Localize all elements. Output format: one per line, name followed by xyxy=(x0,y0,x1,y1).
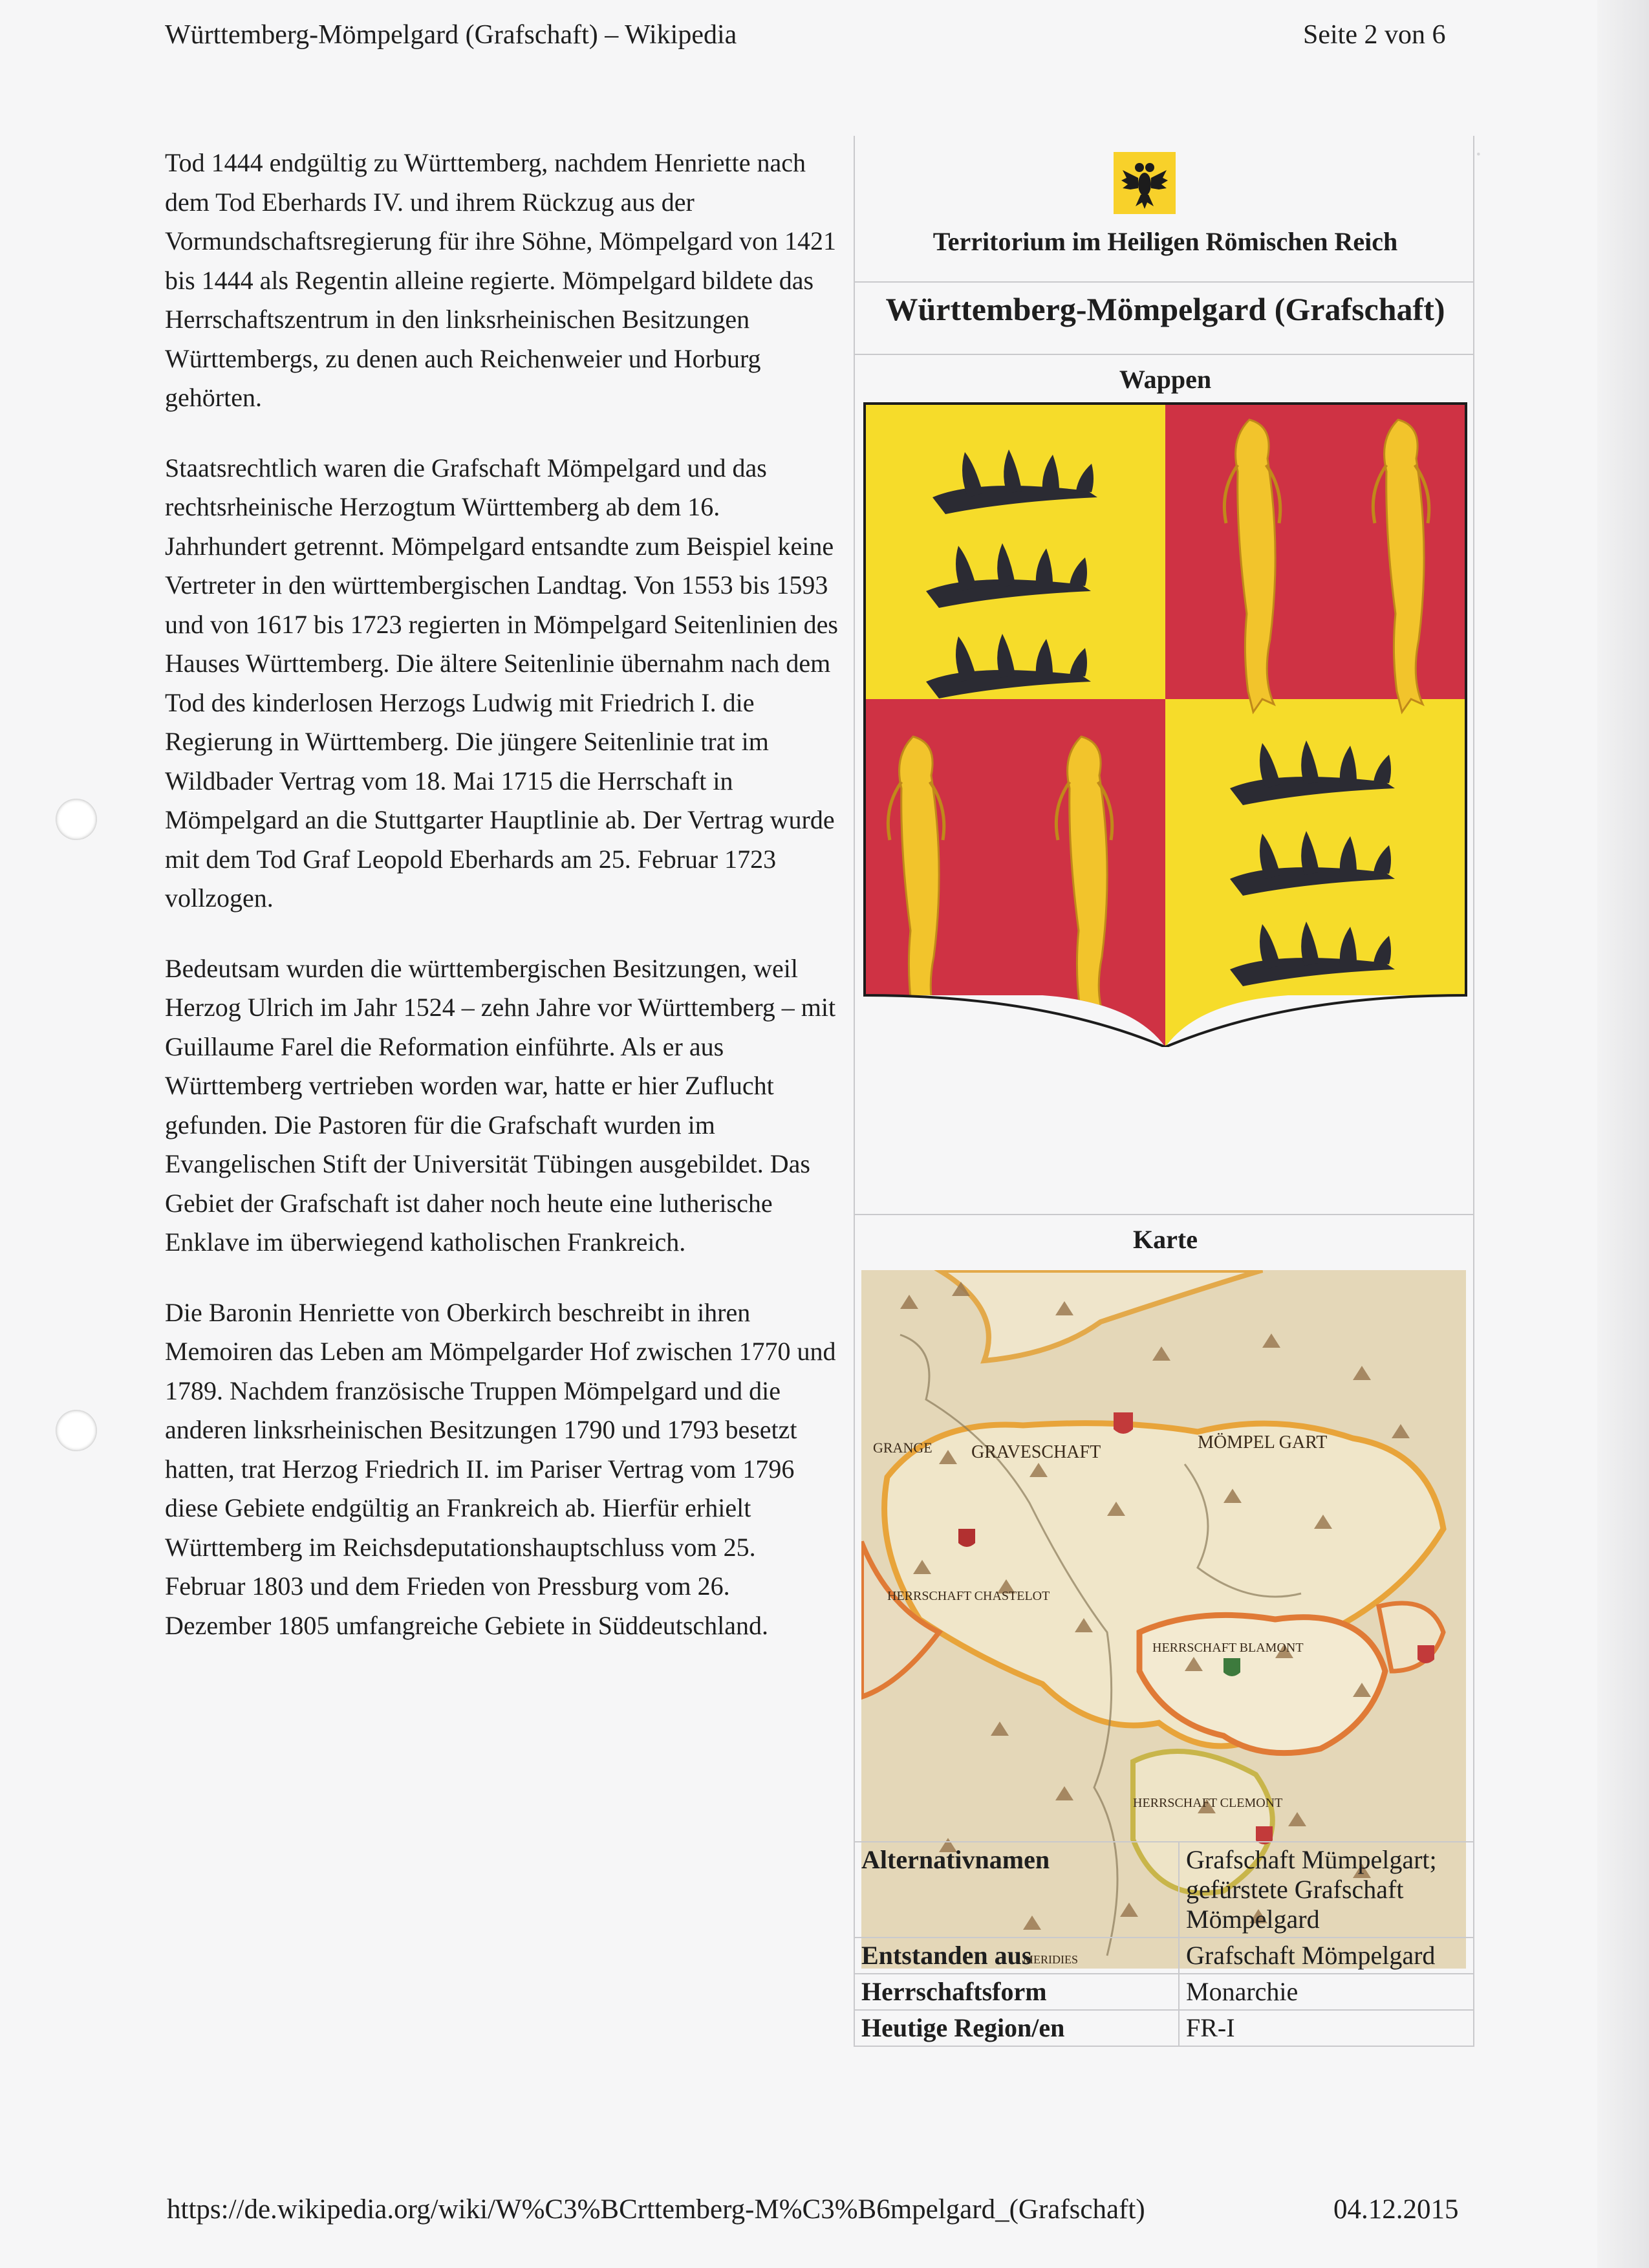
table-row xyxy=(854,1974,1474,2010)
coat-of-arms-label: Wappen xyxy=(1119,365,1212,394)
body-paragraph: Bedeutsam wurden die württembergischen Besitzungen, weil Herzog Ulrich im Jahr 1524 – zehn Jahre vor Württemberg – mit Guillaume Farel die Reformation einführte. Als er aus Württemberg vertrieben worden war, hatte er hier Zuflucht gefunden. Die Pastoren für die Grafschaft wurden im Evangelischen Stift der Universität Tübingen ausgebildet. Das Gebiet der Grafschaft ist daher noch heute eine lutherische Enklave im überwiegend katholischen Frankreich. xyxy=(165,953,836,1257)
table-row xyxy=(854,1938,1474,1974)
infobox-attribute-table xyxy=(854,1841,1474,2047)
attribute-key: Alternativnamen xyxy=(854,1842,1179,1938)
footer-date: 04.12.2015 xyxy=(1333,2194,1459,2225)
table-row xyxy=(854,2010,1474,2046)
infobox xyxy=(854,136,1474,2121)
punch-hole xyxy=(56,799,97,840)
infobox-coat-cell xyxy=(854,354,1474,1214)
map-label: Karte xyxy=(1133,1225,1198,1254)
page-edge-shadow xyxy=(1597,0,1649,2268)
attribute-key: Heutige Region/en xyxy=(854,2010,1179,2046)
map-text: GRAVESCHAFT xyxy=(971,1442,1101,1462)
territory-caption: Territorium im Heiligen Römischen Reich xyxy=(932,227,1398,256)
table-row xyxy=(854,1842,1474,1938)
map-text: HERRSCHAFT CLEMONT xyxy=(1133,1796,1283,1810)
article-body xyxy=(165,144,841,1676)
body-paragraph: Staatsrechtlich waren die Grafschaft Mömpelgard und das rechtsrheinische Herzogtum Württemberg ab dem 16. Jahrhundert getrennt. Mömpelgard entsandte zum Beispiel keine Vertreter in den württembergischen Landtag. Von 1553 bis 1593 und von 1617 bis 1723 regierten in Mömpelgard Seitenlinien des Hauses Württemberg. Die ältere Seitenlinie übernahm nach dem Tod des kinderlosen Herzogs Ludwig mit Friedrich I. die Regierung in Württemberg. Die jüngere Seitenlinie trat im Wildbader Vertrag vom 18. Mai 1715 die Herrschaft in Mömpelgard an die Stuttgarter Hauptlinie ab. Der Vertrag wurde mit dem Tod Graf Leopold Eberhards am 25. Februar 1723 vollzogen. xyxy=(165,453,838,913)
page-header-title: Württemberg-Mömpelgard (Grafschaft) – Wikipedia xyxy=(165,20,737,50)
page-number: Seite 2 von 6 xyxy=(1303,20,1446,50)
attribute-key: Herrschaftsform xyxy=(854,1974,1179,2010)
attribute-key: Entstanden aus xyxy=(854,1938,1179,1974)
body-paragraph: Tod 1444 endgültig zu Württemberg, nachdem Henriette nach dem Tod Eberhards IV. und ihrem Rückzug aus der Vormundschaftsregierung für ihre Söhne, Mömpelgard von 1421 bis 1444 als Regentin alleine regierte. Mömpelgard bildete das Herrschaftszentrum in den linksrheinischen Besitzungen Württembergs, zu denen auch Reichenweier und Horburg gehörten. xyxy=(165,148,836,412)
attribute-value: Grafschaft Mümpelgart; gefürstete Grafschaft Mömpelgard xyxy=(1179,1842,1474,1938)
infobox-territory-cell xyxy=(854,136,1474,281)
coat-of-arms-image xyxy=(861,400,1469,1047)
infobox-title: Württemberg-Mömpelgard (Grafschaft) xyxy=(885,291,1445,327)
body-paragraph: Die Baronin Henriette von Oberkirch beschreibt in ihren Memoiren das Leben am Mömpelgarder Hof zwischen 1770 und 1789. Nachdem französische Truppen Mömpelgard und die anderen linksrheinischen Besitzungen 1790 und 1793 besetzt hatten, trat Herzog Friedrich II. im Pariser Vertrag vom 1796 diese Gebiete endgültig an Frankreich ab. Hierfür erhielt Württemberg im Reichsdeputationshauptschluss vom 25. Februar 1803 und dem Frieden von Pressburg vom 26. Dezember 1805 umfangreiche Gebiete in Süddeutschland. xyxy=(165,1297,836,1640)
map-text: HERRSCHAFT BLAMONT xyxy=(1152,1641,1304,1655)
imperial-eagle-flag-icon xyxy=(1114,152,1176,214)
punch-hole xyxy=(56,1410,97,1451)
attribute-value: Grafschaft Mömpelgard xyxy=(1179,1938,1474,1974)
attribute-value: Monarchie xyxy=(1179,1974,1474,2010)
map-text: MERIDIES xyxy=(1023,1953,1078,1966)
map-text: MÖMPEL GART xyxy=(1198,1432,1328,1453)
footer-url-link[interactable]: https://de.wikipedia.org/wiki/W%C3%BCrttemberg-M%C3%B6mpelgard_(Grafschaft) xyxy=(167,2194,1145,2225)
map-text: HERRSCHAFT CHASTELOT xyxy=(887,1589,1050,1603)
map-text: GRANGE xyxy=(873,1440,932,1456)
infobox-title-cell xyxy=(854,281,1474,354)
attribute-value: FR-I xyxy=(1179,2010,1474,2046)
